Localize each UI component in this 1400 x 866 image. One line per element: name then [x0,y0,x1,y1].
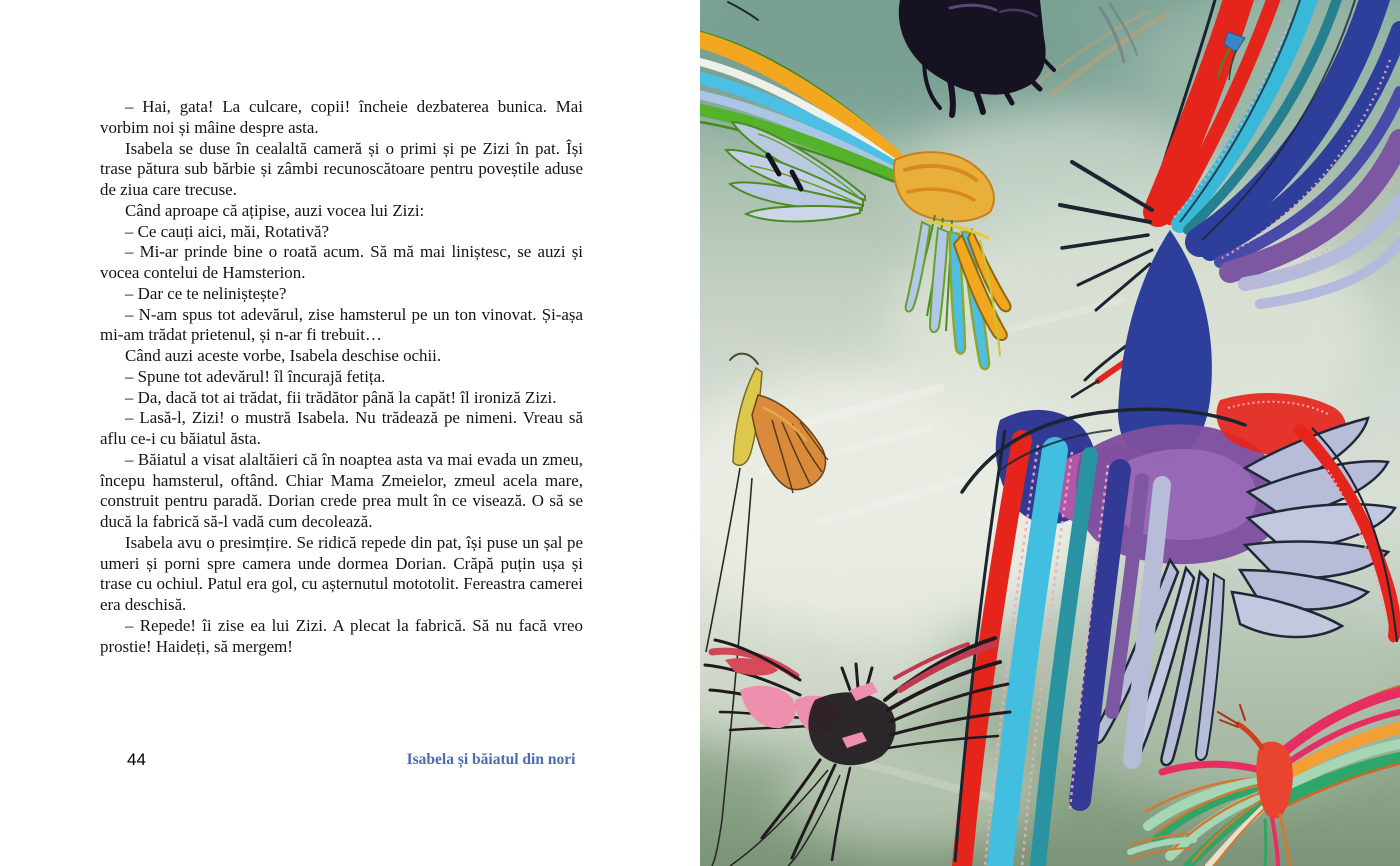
story-paragraph: Când auzi aceste vorbe, Isabela deschise ochii. [125,346,442,365]
story-paragraph: – Ce cauți aici, măi, Rotativă? [125,221,330,241]
story-paragraph: – Lasă-l, Zizi! o mustră Isabela. Nu trădează pe nimeni. Vreau să aflu ce-i cu băiatul ăsta. [100,408,583,448]
right-page-illustration [700,0,1400,866]
story-paragraph: Isabela se duse în cealaltă cameră și o primi și pe Zizi în pat. Își trase pătura sub bărbie și zâmbi recunoscătoare pentru poveștile aduse de ziua care trecuse. [100,138,583,199]
running-title: Isabela și băiatul din nori [406,751,576,768]
story-text [100,97,583,657]
story-paragraph: Isabela avu o presimțire. Se ridică repede din pat, își puse un șal pe umeri și porni spre camera unde dormea Dorian. Crăpă puțin ușa și trase cu ochiul. Patul era gol, cu așternutul mototolit. Fereastra camerei era deschisă. [100,532,583,614]
story-paragraph: – Băiatul a visat alaltăieri că în noaptea asta va mai evada un zmeu, începu hamsterul, oftând. Chiar Mama Zmeielor, zmeul acela mare, construit pentru paradă. Dorian crede prea mult în ce visează. O să se ducă la fabrică să-l vadă cum decolează. [100,449,583,531]
story-paragraph: – Hai, gata! La culcare, copii! încheie dezbaterea bunica. Mai vorbim noi și mâine despre asta. [100,97,583,137]
page-number: 44 [127,750,146,769]
story-paragraph: – Dar ce te neliniștește? [125,283,287,303]
story-paragraph: – N-am spus tot adevărul, zise hamsterul pe un ton vinovat. Și-așa mi-am trădat prietenul, și n-ar fi trebuit… [100,304,583,345]
story-paragraph: – Repede! îi zise ea lui Zizi. A plecat la fabrică. Să nu facă vreo prostie! Haideți, să mergem! [100,615,583,656]
story-paragraph: – Da, dacă tot ai trădat, fii trădător până la capăt! îl ironiză Zizi. [125,387,557,407]
story-paragraph: – Spune tot adevărul! îl încurajă fetița. [125,366,386,386]
story-paragraph: Când aproape că ațipise, auzi vocea lui Zizi: [125,200,425,220]
illustration-canvas [700,0,1400,866]
story-paragraph: – Mi-ar prinde bine o roată acum. Să mă mai liniștesc, se auzi și vocea contelui de Hamsterion. [100,242,583,282]
